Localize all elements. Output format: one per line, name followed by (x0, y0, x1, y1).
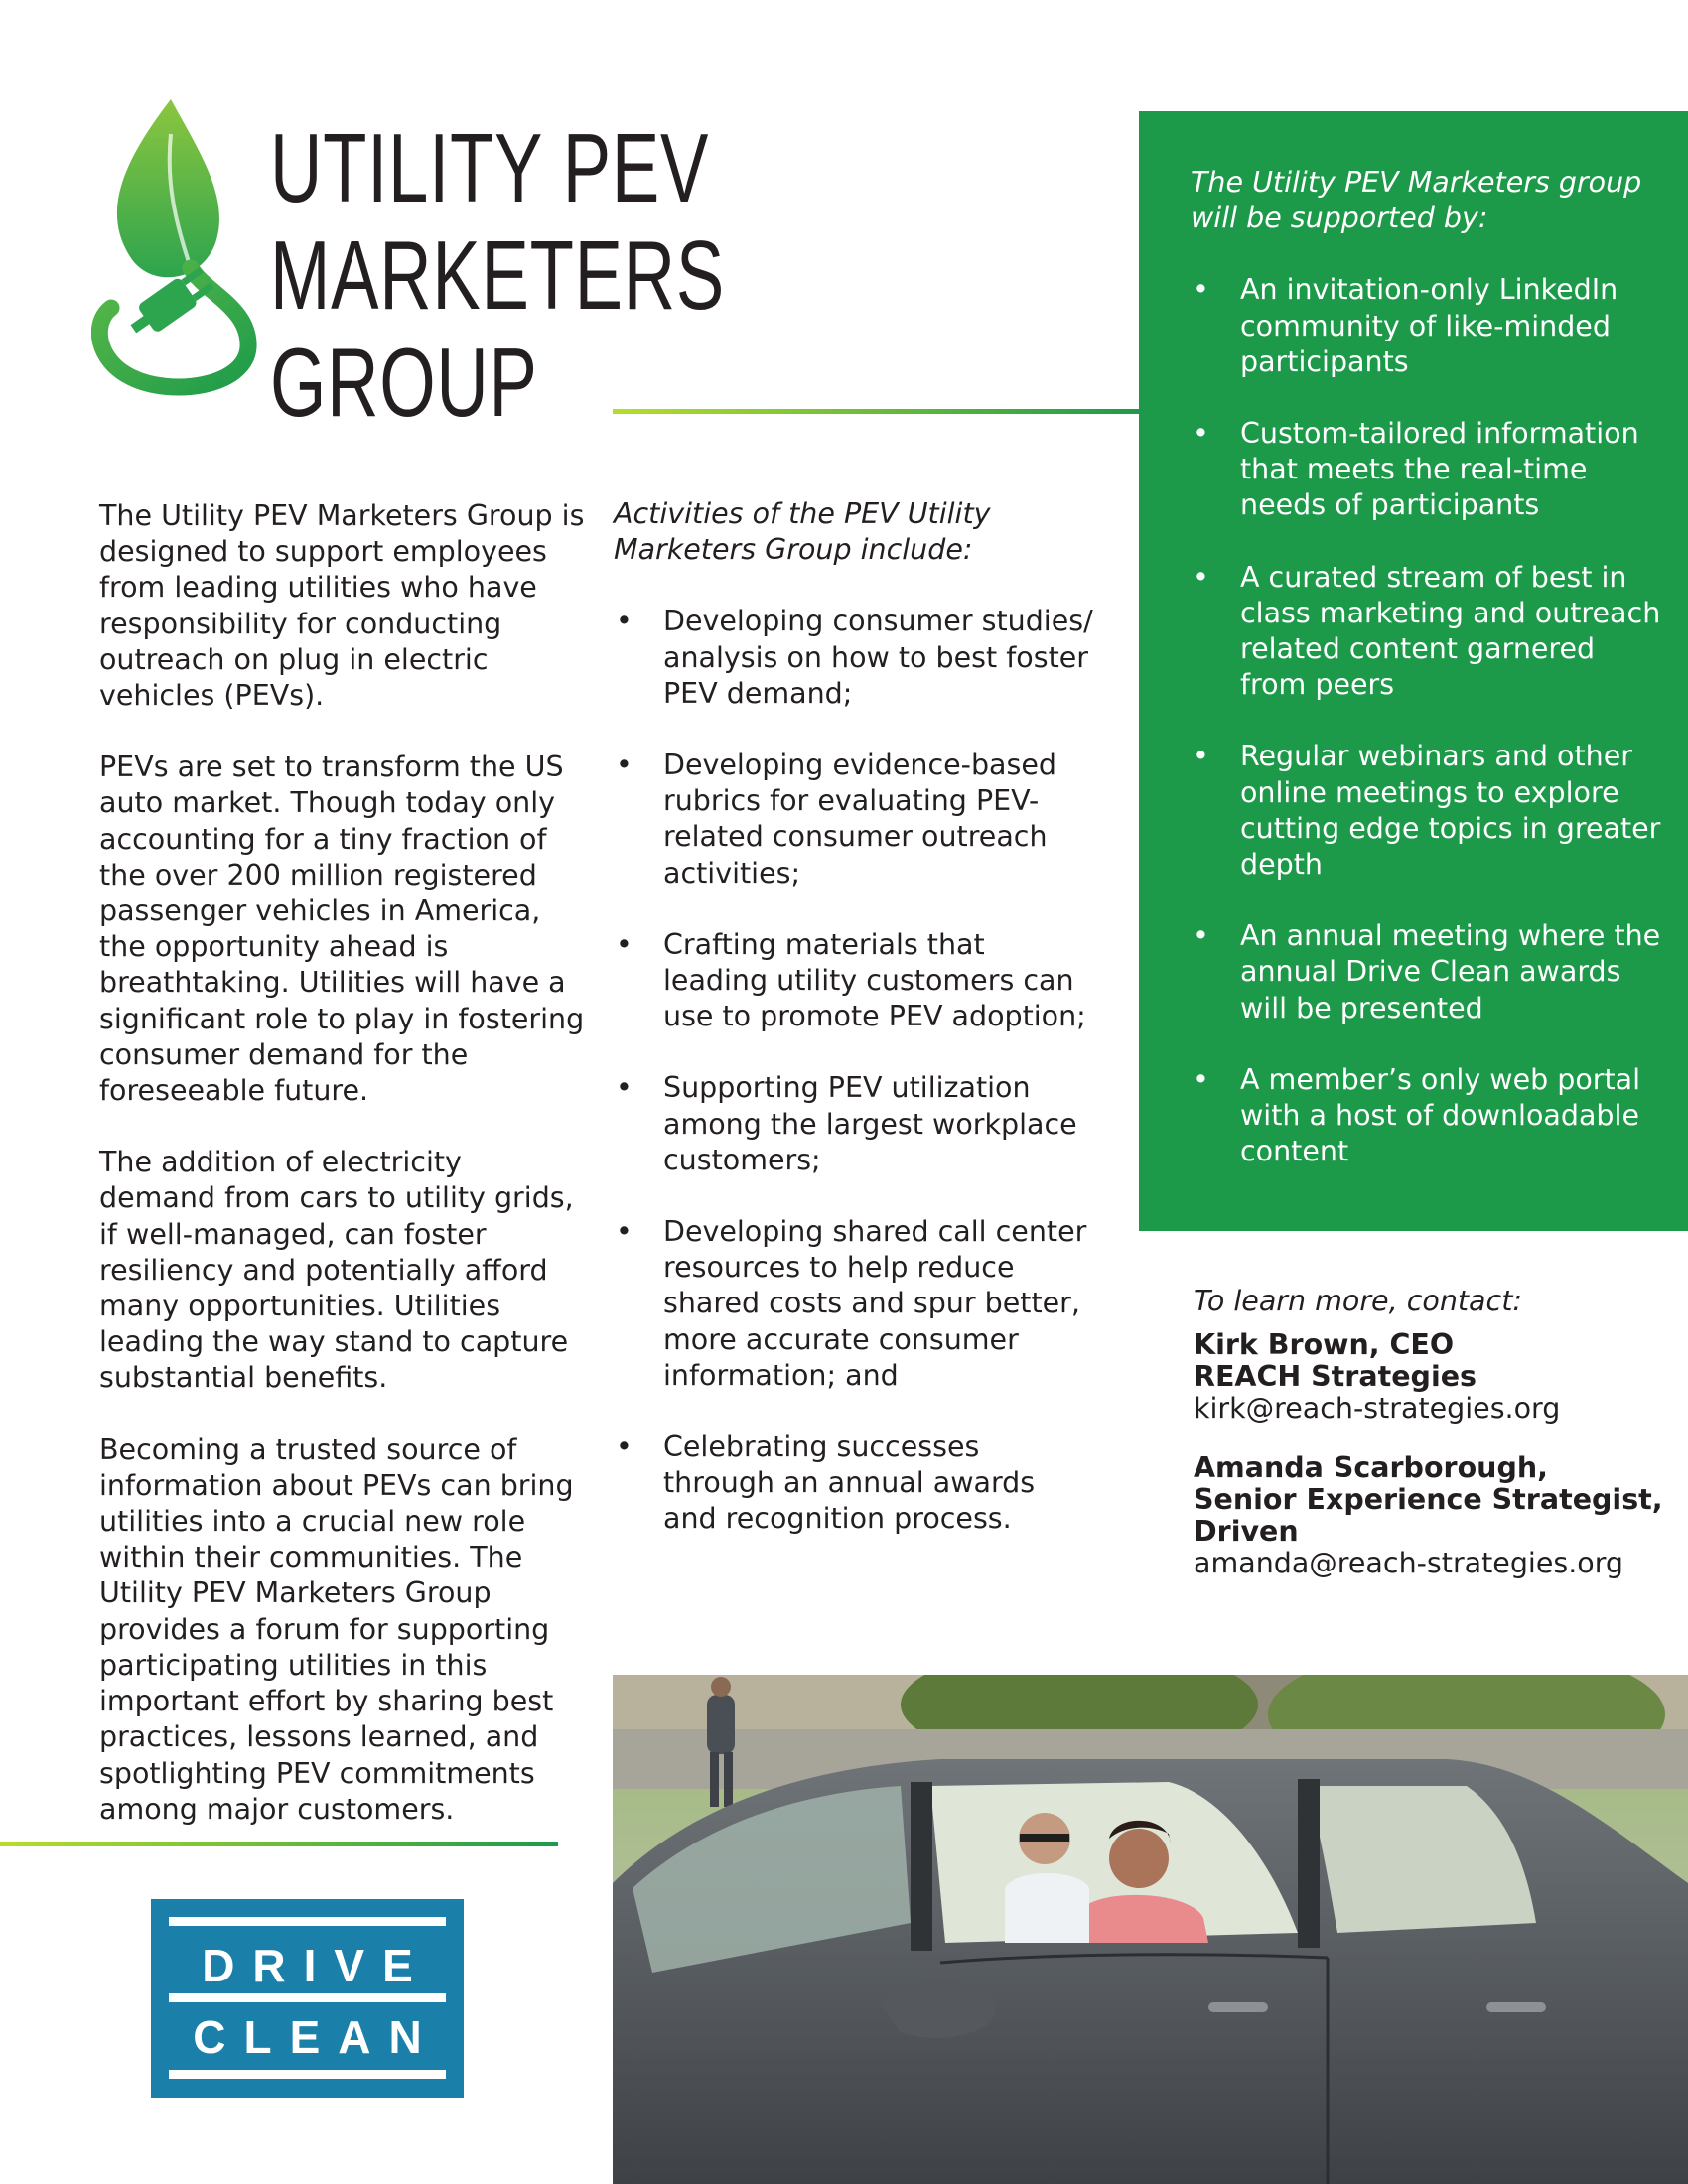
support-list (1191, 272, 1668, 1169)
contact-name: Kirk Brown, CEO (1194, 1328, 1455, 1361)
support-box (1139, 111, 1688, 1231)
contact-title: Senior Experience Strategist, (1194, 1483, 1663, 1516)
intro-column (99, 498, 586, 1863)
list-item-text: Developing consumer studies/ analysis on how to best foster PEV demand; (663, 605, 1093, 710)
intro-paragraph: Becoming a trusted source of information about PEVs can bring utilities into a crucial new role within their communities. The Utility PEV Marketers Group provides a forum for supporting participating utilities in this important effort by sharing best practices, lessons learned, and spotlighting PEV commitments among major customers. (99, 1433, 574, 1826)
contact-email-link[interactable]: amanda@reach-strategies.org (1194, 1547, 1624, 1579)
logo-leaf-plug-icon (91, 94, 270, 402)
list-item-text: An invitation-only LinkedIn community of like-minded participants (1240, 273, 1618, 378)
list-item (1191, 560, 1668, 704)
logo-word-top: DRIVE (202, 1940, 431, 1991)
activities-heading: Activities of the PEV Utility Marketers Group include: (614, 497, 991, 567)
bullet-icon: • (616, 927, 633, 961)
list-item (1191, 739, 1668, 883)
logo-title (270, 114, 725, 436)
contact-lead: To learn more, contact: (1194, 1285, 1522, 1317)
car-photo-icon (613, 1675, 1688, 2184)
drive-clean-logo (151, 1899, 464, 2098)
divider-rule (613, 409, 1139, 414)
bullet-icon: • (1193, 273, 1209, 307)
logo-bar (169, 1993, 446, 2002)
list-item-text: Crafting materials that leading utility customers can use to promote PEV adoption; (663, 927, 1086, 1033)
logo-bar (169, 2070, 446, 2079)
divider-rule (0, 1842, 558, 1846)
logo-title-line: GROUP (270, 328, 538, 437)
list-item (614, 1430, 1095, 1538)
intro-paragraph: PEVs are set to transform the US auto market. Though today only accounting for a tiny fraction of the over 200 million registered passenger vehicles in America, the opportunity ahead is breathtaking. Utilities will have a significant role to play in fostering consumer demand for the foreseeable future. (99, 751, 585, 1108)
list-item-text: Developing shared call center resources to help reduce shared costs and spur better, more accurate consumer information; and (663, 1215, 1087, 1392)
list-item (1191, 918, 1668, 1026)
list-item (1191, 272, 1668, 380)
list-item (614, 604, 1095, 712)
support-heading: The Utility PEV Marketers group will be supported by: (1191, 166, 1642, 235)
bullet-icon: • (1193, 1062, 1209, 1096)
contact-organization: Driven (1194, 1515, 1299, 1548)
list-item (614, 1214, 1095, 1394)
contact-email-link[interactable]: kirk@reach-strategies.org (1194, 1392, 1561, 1425)
list-item-text: An annual meeting where the annual Drive Clean awards will be presented (1240, 919, 1661, 1024)
list-item (1191, 1062, 1668, 1170)
list-item-text: A curated stream of best in class marketing and outreach related content garnered from peers (1240, 560, 1661, 702)
intro-paragraph: The addition of electricity demand from cars to utility grids, if well-managed, can foster resiliency and potentially afford many opportunities. Utilities leading the way stand to capture substantial benefits. (99, 1146, 574, 1395)
logo-word-bottom: CLEAN (193, 2011, 440, 2063)
list-item-text: Developing evidence-based rubrics for evaluating PEV-related consumer outreach activities; (663, 749, 1056, 889)
intro-paragraph: The Utility PEV Marketers Group is designed to support employees from leading utilities who have responsibility for conducting outreach on plug in electric vehicles (PEVs). (99, 499, 585, 713)
contact-name: Amanda Scarborough, (1194, 1451, 1548, 1484)
list-item (1191, 416, 1668, 524)
list-item-text: Regular webinars and other online meetings to explore cutting edge topics in greater depth (1240, 740, 1661, 882)
list-item-text: Supporting PEV utilization among the largest workplace customers; (663, 1071, 1077, 1176)
bullet-icon: • (1193, 417, 1209, 451)
logo-bar (169, 1917, 446, 1926)
bullet-icon: • (616, 1215, 633, 1249)
bullet-icon: • (1193, 740, 1209, 773)
list-item (614, 927, 1095, 1035)
list-item (614, 748, 1095, 891)
activities-list (614, 604, 1095, 1537)
contact-organization: REACH Strategies (1194, 1360, 1477, 1393)
list-item-text: Celebrating successes through an annual awards and recognition process. (663, 1431, 1036, 1536)
logo-title-line: UTILITY PEV (270, 113, 710, 222)
activities-column (614, 496, 1095, 1573)
bullet-icon: • (1193, 919, 1209, 953)
list-item-text: Custom-tailored information that meets the real-time needs of participants (1240, 417, 1639, 522)
bullet-icon: • (616, 1071, 633, 1105)
bullet-icon: • (616, 749, 633, 782)
bullet-icon: • (1193, 560, 1209, 594)
logo-title-line: MARKETERS (270, 220, 725, 330)
list-item-text: A member’s only web portal with a host of downloadable content (1240, 1062, 1641, 1168)
list-item (614, 1070, 1095, 1178)
contact-block (1194, 1286, 1670, 1607)
bullet-icon: • (616, 1431, 633, 1464)
bullet-icon: • (616, 605, 633, 638)
